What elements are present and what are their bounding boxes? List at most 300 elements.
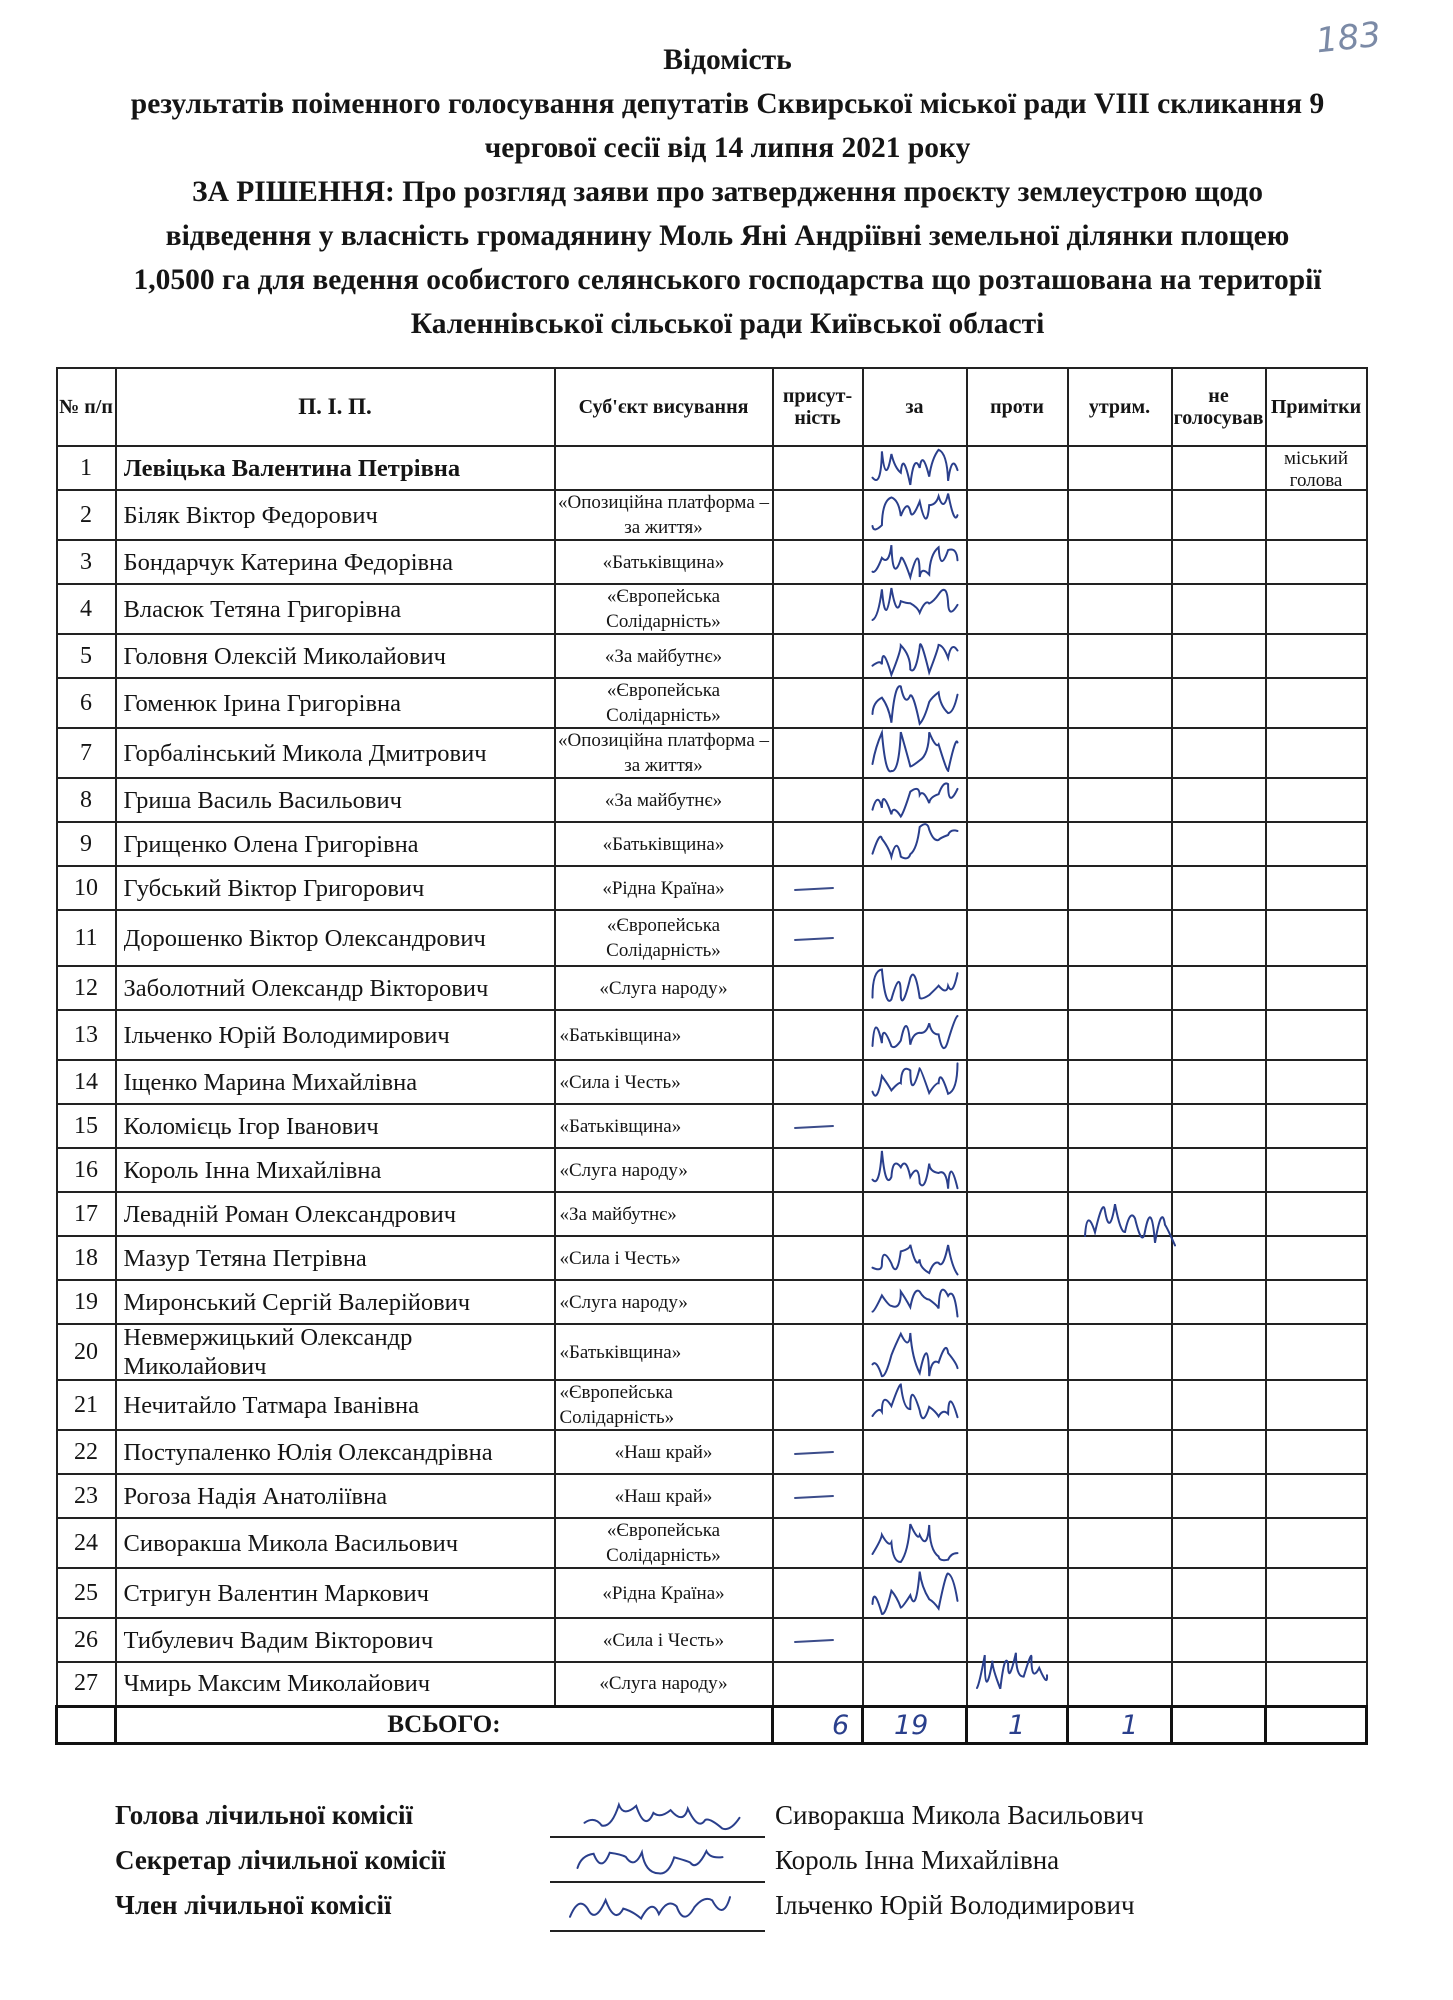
row-number-text: 12 [74, 974, 98, 1001]
party-name [555, 1430, 773, 1474]
party-name-text: «Європейська Солідарність» [559, 1382, 675, 1428]
deputy-name [116, 822, 555, 866]
deputy-name-text: Рогоза Надія Анатоліївна [123, 1482, 388, 1510]
row-number [57, 1192, 116, 1236]
row-number [57, 866, 116, 910]
row-number-text: 8 [80, 786, 92, 813]
present-cell [773, 1568, 863, 1618]
deputy-name [116, 1010, 555, 1060]
vote-ne-cell [1172, 1518, 1266, 1568]
note-cell [1266, 634, 1367, 678]
vote-proty-cell [967, 1010, 1068, 1060]
vote-proty-cell [967, 910, 1068, 966]
deputy-name [116, 678, 555, 728]
party-name-text: «Батьківщина» [602, 551, 725, 573]
present-cell [773, 1148, 863, 1192]
party-name [555, 1324, 773, 1380]
party-name-text: «Батьківщина» [559, 1024, 682, 1046]
vote-proty-cell [967, 1060, 1068, 1104]
footer-role-3: Член лічильної комісії [115, 1890, 392, 1920]
row-number-text: 19 [74, 1288, 98, 1315]
page-number: 183 [1314, 14, 1383, 62]
deputy-name-text: Поступаленко Юлія Олександрівна [123, 1438, 493, 1466]
vote-utrym-cell [1068, 1568, 1172, 1618]
total-row [57, 1706, 1367, 1743]
vote-utrym-cell [1068, 1192, 1172, 1236]
row-number [57, 678, 116, 728]
vote-za-cell [863, 678, 967, 728]
total-note [1266, 1706, 1367, 1743]
row-number-text: 3 [80, 548, 92, 575]
absent-dash-mark [793, 1451, 833, 1455]
present-cell [773, 540, 863, 584]
vote-ne-cell [1172, 866, 1266, 910]
decision-line-4: Каленнівської сільської ради Київської області [410, 308, 1045, 340]
row-number-text: 4 [80, 595, 92, 622]
vote-proty-cell [967, 1430, 1068, 1474]
row-number [57, 1060, 116, 1104]
party-name [555, 1236, 773, 1280]
header-ne: не голосував [1172, 368, 1266, 446]
deputy-name [116, 1618, 555, 1662]
vote-ne-cell [1172, 1060, 1266, 1104]
table-row [57, 1236, 1367, 1280]
vote-ne-cell [1172, 634, 1266, 678]
row-number-text: 15 [74, 1112, 98, 1139]
vote-utrym-cell [1068, 490, 1172, 540]
row-number-text: 18 [74, 1244, 98, 1271]
table-body [57, 446, 1367, 1743]
vote-proty-cell [967, 1618, 1068, 1662]
row-number [57, 1104, 116, 1148]
deputy-name-text: Гриша Василь Васильович [123, 786, 402, 814]
row-number [57, 1148, 116, 1192]
vote-ne-cell [1172, 584, 1266, 634]
vote-proty-cell [967, 1280, 1068, 1324]
present-cell [773, 910, 863, 966]
note-cell [1266, 1280, 1367, 1324]
vote-za-cell [863, 1148, 967, 1192]
present-cell [773, 1060, 863, 1104]
table-row [57, 1430, 1367, 1474]
present-cell [773, 778, 863, 822]
party-name [555, 678, 773, 728]
row-number-text: 9 [80, 830, 92, 857]
party-name-text: «За майбутнє» [604, 789, 723, 811]
table-row [57, 490, 1367, 540]
deputy-name [116, 778, 555, 822]
table-row [57, 1618, 1367, 1662]
party-name-text: «Європейська Солідарність» [606, 1520, 721, 1566]
party-name-text: «Слуга народу» [599, 1673, 728, 1695]
header-present: присут-ність [773, 368, 863, 446]
vote-utrym-cell [1068, 910, 1172, 966]
row-number-text: 20 [74, 1338, 98, 1365]
vote-utrym-cell [1068, 1518, 1172, 1568]
deputy-name [116, 1060, 555, 1104]
footer-name-3: Ільченко Юрій Володимирович [775, 1890, 1135, 1920]
row-number [57, 490, 116, 540]
vote-proty-cell [967, 1518, 1068, 1568]
vote-utrym-cell [1068, 1618, 1172, 1662]
party-name [555, 1568, 773, 1618]
vote-proty-cell [967, 966, 1068, 1010]
party-name [555, 1010, 773, 1060]
vote-proty-cell [967, 540, 1068, 584]
vote-ne-cell [1172, 1010, 1266, 1060]
party-name-text: «Слуга народу» [599, 977, 728, 999]
header-note: Примітки [1266, 368, 1367, 446]
note-cell [1266, 1324, 1367, 1380]
table-row [57, 1192, 1367, 1236]
total-proty-value: 1 [1008, 1709, 1026, 1741]
present-cell [773, 1618, 863, 1662]
vote-utrym-cell [1068, 634, 1172, 678]
row-number [57, 1518, 116, 1568]
deputy-name-text: Горбалінський Микола Дмитрович [123, 739, 487, 767]
deputy-name-text: Дорошенко Віктор Олександрович [123, 924, 486, 952]
note-cell [1266, 678, 1367, 728]
vote-za-cell [863, 1518, 967, 1568]
vote-proty-cell [967, 1148, 1068, 1192]
deputy-name-text: Головня Олексій Миколайович [123, 642, 446, 670]
deputy-name [116, 910, 555, 966]
header-utrym: утрим. [1068, 368, 1172, 446]
vote-za-cell [863, 1568, 967, 1618]
row-number-text: 10 [74, 874, 98, 901]
table-row [57, 540, 1367, 584]
note-cell [1266, 778, 1367, 822]
deputy-name [116, 1324, 555, 1380]
deputy-name-text: Нечитайло Татмара Іванівна [123, 1391, 419, 1419]
vote-utrym-cell [1068, 822, 1172, 866]
deputy-name-text: Левіцька Валентина Петрівна [123, 454, 461, 482]
deputy-name-text: Тибулевич Вадим Вікторович [123, 1626, 434, 1654]
vote-proty-cell [967, 1474, 1068, 1518]
row-number [57, 822, 116, 866]
row-number [57, 1474, 116, 1518]
party-name-text: «За майбутнє» [559, 1203, 677, 1225]
deputy-name-text: Грищенко Олена Григорівна [123, 830, 419, 858]
party-name [555, 822, 773, 866]
deputy-name [116, 1236, 555, 1280]
party-name [555, 446, 773, 490]
header-za: за [863, 368, 967, 446]
party-name [555, 866, 773, 910]
party-name [555, 1060, 773, 1104]
row-number [57, 1010, 116, 1060]
vote-ne-cell [1172, 446, 1266, 490]
absent-dash-mark [793, 1495, 833, 1499]
row-number [57, 1380, 116, 1430]
deputy-name [116, 584, 555, 634]
party-name-text: «Європейська Солідарність» [606, 680, 721, 726]
table-row [57, 1104, 1367, 1148]
table-row [57, 678, 1367, 728]
vote-ne-cell [1172, 728, 1266, 778]
vote-ne-cell [1172, 966, 1266, 1010]
deputy-name [116, 1662, 555, 1706]
deputy-name-text: Стригун Валентин Маркович [123, 1579, 429, 1607]
table-row [57, 910, 1367, 966]
vote-ne-cell [1172, 1236, 1266, 1280]
table-row [57, 1010, 1367, 1060]
party-name [555, 634, 773, 678]
note-cell [1266, 910, 1367, 966]
table-row [57, 1060, 1367, 1104]
deputy-name-text: Чмирь Максим Миколайович [123, 1670, 431, 1698]
absent-dash-mark [793, 887, 833, 891]
table-row [57, 728, 1367, 778]
deputy-name [116, 634, 555, 678]
present-cell [773, 1662, 863, 1706]
vote-ne-cell [1172, 1430, 1266, 1474]
vote-utrym-cell [1068, 728, 1172, 778]
total-utrym-value: 1 [1121, 1709, 1139, 1741]
deputy-name [116, 1474, 555, 1518]
deputy-name [116, 1380, 555, 1430]
deputy-name [116, 966, 555, 1010]
deputy-name [116, 728, 555, 778]
vote-proty-cell [967, 822, 1068, 866]
header-name: П. І. П. [116, 368, 555, 446]
vote-proty-cell [967, 678, 1068, 728]
document-title [55, 38, 1400, 346]
vote-proty-cell [967, 1380, 1068, 1430]
party-name [555, 1280, 773, 1324]
present-cell [773, 1010, 863, 1060]
vote-proty-cell [967, 1568, 1068, 1618]
header-party: Суб'єкт висування [555, 368, 773, 446]
vote-proty-cell [967, 1236, 1068, 1280]
vote-za-cell [863, 584, 967, 634]
vote-ne-cell [1172, 910, 1266, 966]
vote-ne-cell [1172, 1192, 1266, 1236]
total-spacer [57, 1706, 116, 1743]
party-name [555, 584, 773, 634]
party-name [555, 910, 773, 966]
party-name [555, 540, 773, 584]
note-cell [1266, 1518, 1367, 1568]
party-name [555, 1474, 773, 1518]
note-cell [1266, 1192, 1367, 1236]
footer-name-2: Король Інна Михайлівна [775, 1845, 1060, 1875]
vote-za-cell [863, 1010, 967, 1060]
vote-za-cell [863, 490, 967, 540]
party-name-text: «Рідна Країна» [602, 1582, 725, 1604]
row-number-text: 16 [74, 1156, 98, 1183]
vote-utrym-cell [1068, 584, 1172, 634]
vote-utrym-cell [1068, 866, 1172, 910]
vote-proty-cell [967, 728, 1068, 778]
row-number-text: 6 [80, 689, 92, 716]
vote-proty-cell [967, 1104, 1068, 1148]
row-number [57, 778, 116, 822]
row-number [57, 1430, 116, 1474]
vote-proty-cell [967, 1324, 1068, 1380]
vote-za-cell [863, 1236, 967, 1280]
deputy-name-text: Власюк Тетяна Григорівна [123, 595, 402, 623]
signature-line-2 [550, 1881, 765, 1883]
party-name-text: «Сила і Честь» [559, 1247, 681, 1269]
table-row [57, 866, 1367, 910]
row-number-text: 1 [80, 454, 92, 481]
present-cell [773, 1280, 863, 1324]
note-cell [1266, 1430, 1367, 1474]
vote-proty-cell [967, 584, 1068, 634]
absent-dash-mark [793, 1639, 833, 1643]
vote-ne-cell [1172, 678, 1266, 728]
row-number-text: 21 [74, 1391, 98, 1418]
party-name [555, 1192, 773, 1236]
vote-ne-cell [1172, 1280, 1266, 1324]
vote-ne-cell [1172, 1474, 1266, 1518]
party-name-text: «Батьківщина» [559, 1341, 682, 1363]
row-number-text: 25 [74, 1579, 98, 1606]
note-cell [1266, 966, 1367, 1010]
present-cell [773, 1236, 863, 1280]
row-number [57, 1662, 116, 1706]
deputy-name [116, 1518, 555, 1568]
present-cell [773, 866, 863, 910]
note-cell [1266, 1618, 1367, 1662]
present-cell [773, 1518, 863, 1568]
vote-proty-cell [967, 1192, 1068, 1236]
vote-utrym-cell [1068, 678, 1172, 728]
deputy-name [116, 1104, 555, 1148]
title-line-3: чергової сесії від 14 липня 2021 року [484, 132, 971, 164]
row-number [57, 1280, 116, 1324]
vote-utrym-cell [1068, 1324, 1172, 1380]
vote-za-cell [863, 778, 967, 822]
party-name-text: «Наш край» [614, 1485, 713, 1507]
row-number [57, 540, 116, 584]
footer-role-1: Голова лічильної комісії [115, 1800, 413, 1830]
vote-utrym-cell [1068, 1474, 1172, 1518]
vote-utrym-cell [1068, 966, 1172, 1010]
vote-proty-cell [967, 866, 1068, 910]
total-proty [967, 1706, 1068, 1743]
present-cell [773, 446, 863, 490]
signature-line-1 [550, 1836, 765, 1838]
vote-ne-cell [1172, 540, 1266, 584]
decision-line-1: ЗА РІШЕННЯ: Про розгляд заяви про затвердження проєкту землеустрою щодо [192, 176, 1263, 208]
vote-ne-cell [1172, 778, 1266, 822]
vote-utrym-cell [1068, 1380, 1172, 1430]
row-number [57, 910, 116, 966]
header-num: № п/п [57, 368, 116, 446]
deputy-name-text: Губський Віктор Григорович [123, 874, 425, 902]
vote-za-cell [863, 1430, 967, 1474]
present-cell [773, 584, 863, 634]
vote-utrym-cell [1068, 1430, 1172, 1474]
table-row [57, 822, 1367, 866]
deputy-name [116, 490, 555, 540]
note-cell [1266, 728, 1367, 778]
present-cell [773, 678, 863, 728]
row-number-text: 27 [74, 1670, 98, 1697]
note-cell [1266, 1148, 1367, 1192]
vote-za-cell [863, 728, 967, 778]
vote-utrym-cell [1068, 1010, 1172, 1060]
decision-line-2: відведення у власність громадянину Моль Яні Андріївні земельної ділянки площею [165, 220, 1290, 252]
deputy-name-text: Коломієць Ігор Іванович [123, 1112, 379, 1140]
total-present-value: 6 [832, 1709, 850, 1741]
total-utrym [1068, 1706, 1172, 1743]
decision-line-3: 1,0500 га для ведення особистого селянського господарства що розташована на території [133, 264, 1322, 296]
present-cell [773, 1474, 863, 1518]
party-name-text: «Батьківщина» [602, 833, 725, 855]
vote-utrym-cell [1068, 1280, 1172, 1324]
present-cell [773, 1380, 863, 1430]
vote-za-cell [863, 910, 967, 966]
vote-za-cell [863, 866, 967, 910]
present-cell [773, 1430, 863, 1474]
deputy-name-text: Левадній Роман Олександрович [123, 1200, 457, 1228]
note-cell [1266, 1662, 1367, 1706]
vote-za-cell [863, 1662, 967, 1706]
party-name [555, 1104, 773, 1148]
vote-table [55, 367, 1368, 1745]
row-number-text: 17 [74, 1200, 98, 1227]
vote-za-cell [863, 966, 967, 1010]
table-row [57, 1518, 1367, 1568]
vote-proty-cell [967, 490, 1068, 540]
note-cell [1266, 866, 1367, 910]
absent-dash-mark [793, 937, 833, 941]
party-name-text: «Опозиційна платформа – за життя» [557, 492, 770, 538]
present-cell [773, 966, 863, 1010]
present-cell [773, 728, 863, 778]
note-cell [1266, 822, 1367, 866]
deputy-name-text: Сиворакша Микола Васильович [123, 1529, 459, 1557]
vote-utrym-cell [1068, 1662, 1172, 1706]
signature-line-3 [550, 1930, 765, 1932]
vote-za-cell [863, 1060, 967, 1104]
vote-proty-cell [967, 1662, 1068, 1706]
deputy-name [116, 1192, 555, 1236]
vote-za-cell [863, 1474, 967, 1518]
party-name-text: «Опозиційна платформа – за життя» [557, 730, 770, 776]
row-number [57, 966, 116, 1010]
note-cell [1266, 1568, 1367, 1618]
row-number-text: 14 [74, 1068, 98, 1095]
row-number [57, 634, 116, 678]
party-name [555, 966, 773, 1010]
vote-utrym-cell [1068, 1148, 1172, 1192]
party-name [555, 1662, 773, 1706]
row-number [57, 584, 116, 634]
vote-za-cell [863, 634, 967, 678]
vote-za-cell [863, 1192, 967, 1236]
party-name [555, 1518, 773, 1568]
party-name-text: «Батьківщина» [559, 1115, 682, 1137]
vote-utrym-cell [1068, 540, 1172, 584]
table-row [57, 1380, 1367, 1430]
vote-ne-cell [1172, 1380, 1266, 1430]
note-cell [1266, 446, 1367, 490]
deputy-name-text: Бондарчук Катерина Федорівна [123, 548, 454, 576]
deputy-name [116, 866, 555, 910]
party-name-text: «Сила і Честь» [602, 1629, 725, 1651]
deputy-name-text: Заболотний Олександр Вікторович [123, 974, 489, 1002]
total-za [863, 1706, 967, 1743]
party-name-text: «Наш край» [614, 1441, 713, 1463]
total-label: ВСЬОГО: [116, 1706, 773, 1743]
vote-ne-cell [1172, 1568, 1266, 1618]
deputy-name-text: Невмержицький Олександр Миколайович [123, 1326, 413, 1378]
note-cell [1266, 540, 1367, 584]
